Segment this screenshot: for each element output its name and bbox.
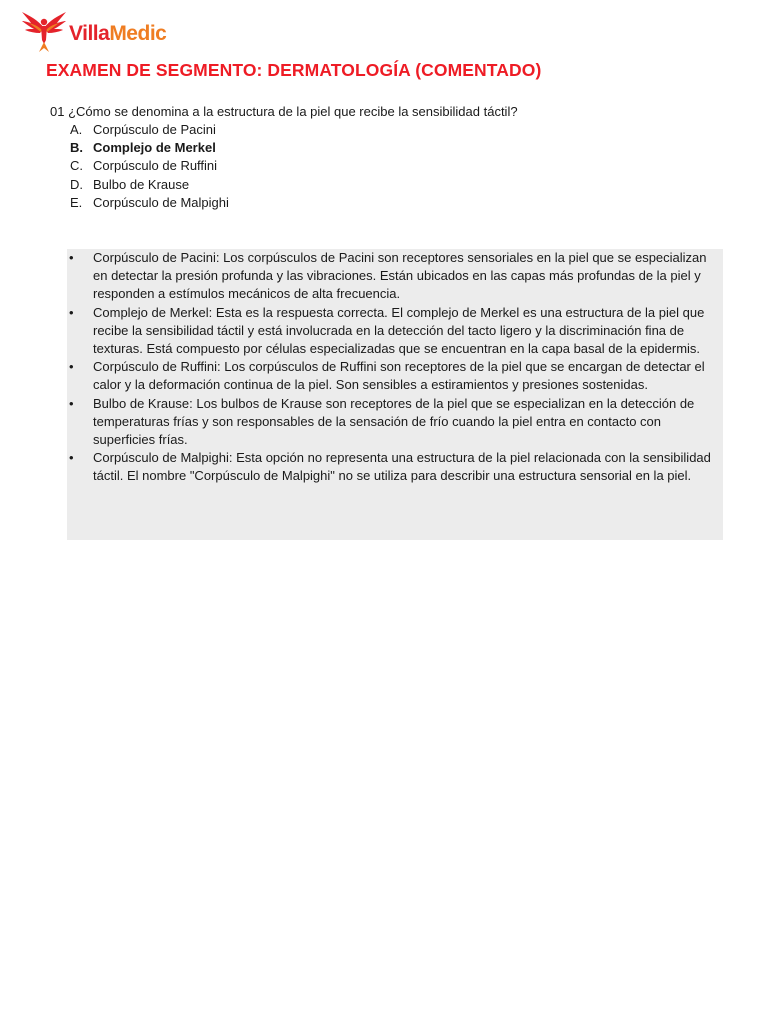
option-text: Corpúsculo de Malpighi xyxy=(93,194,229,210)
answer-option[interactable] xyxy=(70,121,229,139)
question-stem xyxy=(50,103,518,121)
option-letter: B. xyxy=(70,140,83,156)
brand-villa: Villa xyxy=(69,22,110,45)
option-letter: D. xyxy=(70,176,83,192)
villamedic-logo xyxy=(20,8,166,54)
brand-name xyxy=(69,22,166,46)
option-letter: A. xyxy=(70,122,83,137)
explanation-item xyxy=(67,249,723,304)
answer-option[interactable] xyxy=(70,139,229,157)
option-text: Bulbo de Krause xyxy=(93,176,190,192)
explanation-item xyxy=(67,449,723,485)
phoenix-icon xyxy=(20,8,68,54)
exam-title: EXAMEN DE SEGMENTO: DERMATOLOGÍA (COMENTADO) xyxy=(46,60,542,80)
answer-option[interactable] xyxy=(70,194,229,212)
explanation-text: Complejo de Merkel: Esta es la respuesta correcta. El complejo de Merkel es una estructura de la piel que recibe la sensibilidad táctil y está involucrada en la detección del tacto ligero y la discriminación fina de texturas. Está compuesto por células especializadas que se encuentran en la capa basal de la epidermis. xyxy=(93,304,705,357)
bullet-icon: • xyxy=(69,359,74,375)
option-text: Corpúsculo de Pacini xyxy=(93,122,216,137)
explanation-text: Corpúsculo de Malpighi: Esta opción no representa una estructura de la piel relacionada con la sensibilidad táctil. El nombre "Corpúsculo de Malpighi" no se utiliza para describir una estructura sensorial en la piel. xyxy=(93,450,711,484)
bullet-icon: • xyxy=(69,250,74,265)
bullet-icon: • xyxy=(69,450,74,466)
question-text: ¿Cómo se denomina a la estructura de la piel que recibe la sensibilidad táctil? xyxy=(68,104,518,119)
bullet-icon: • xyxy=(69,395,74,411)
explanation-item xyxy=(67,304,723,359)
brand-medic: Medic xyxy=(109,22,167,45)
explanation-box xyxy=(67,249,723,540)
explanation-item xyxy=(67,358,723,394)
answer-option[interactable] xyxy=(70,157,229,175)
option-letter: E. xyxy=(70,194,83,210)
explanation-item xyxy=(67,395,723,450)
explanation-list xyxy=(67,249,723,486)
explanation-text: Bulbo de Krause: Los bulbos de Krause son receptores de la piel que se especializan en la detección de temperaturas frías y son responsables de la sensación de frío cuando la piel entra en contacto con superficies frías. xyxy=(93,395,695,448)
option-text: Corpúsculo de Ruffini xyxy=(93,158,218,174)
bullet-icon: • xyxy=(69,304,74,320)
answer-option[interactable] xyxy=(70,176,229,194)
answer-options xyxy=(70,121,229,212)
option-text: Complejo de Merkel xyxy=(93,140,216,156)
option-letter: C. xyxy=(70,158,83,174)
explanation-text: Corpúsculo de Ruffini: Los corpúsculos de Ruffini son receptores de la piel que se encargan de detectar el calor y la deformación continua de la piel. Son sensibles a estiramientos y presiones sostenidas. xyxy=(93,359,705,393)
explanation-text: Corpúsculo de Pacini: Los corpúsculos de Pacini son receptores sensoriales en la piel que se especializan en detectar la presión profunda y las vibraciones. Están ubicados en las capas más profundas de la piel y responden a estímulos mecánicos de alta frecuencia. xyxy=(93,250,707,302)
question-number: 01 xyxy=(50,104,65,119)
